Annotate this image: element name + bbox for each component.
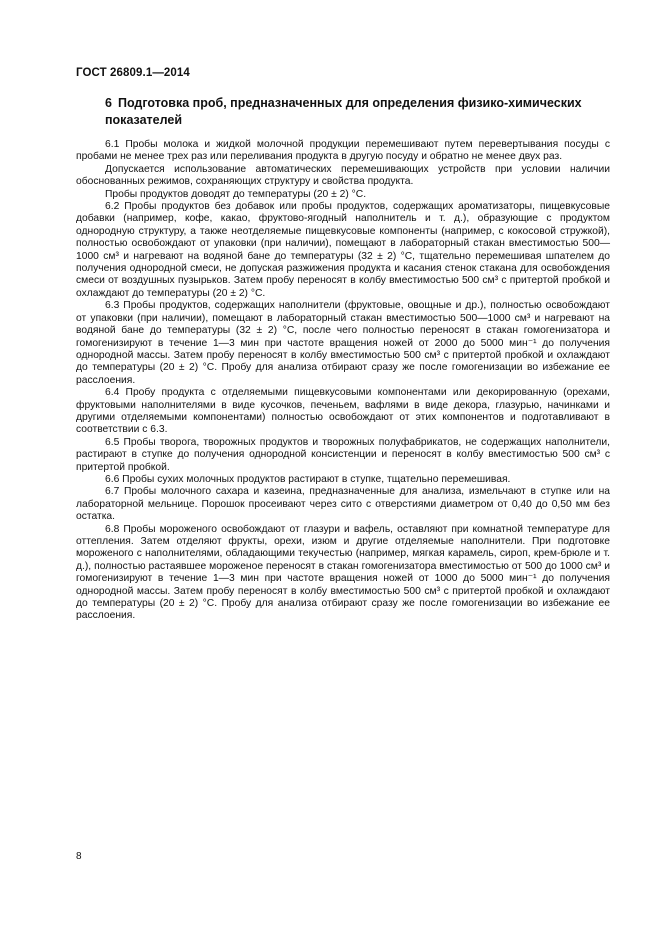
page-number: 8: [76, 851, 82, 862]
paragraph-6-7: 6.7 Пробы молочного сахара и казеина, предназначенные для анализа, измельчают в ступке или на лабораторной мельнице. Порошок просеивают через сито с отверстиями диаметром от 0,40 до 0,50 мм без остатка.: [76, 486, 610, 523]
paragraph-6-8: 6.8 Пробы мороженого освобождают от глазури и вафель, оставляют при комнатной температуре для оттепления. Затем отделяют фрукты, орехи, изюм и другие отделяемые наполнители. При подготовке мороженого с наполнителями, обладающими текучестью (например, мягкая карамель, сироп, крем-брюле и т. д.), полностью растаявшее мороженое переносят в стакан гомогенизатора вместимостью от 500 до 1000 см³ и гомогенизируют в течение 1—3 мин при частоте вращения ножей от 1000 до 5000 мин⁻¹ до получения однородной массы. Затем пробу переносят в колбу вместимостью 500 см³ с притертой пробкой и охлаждают до температуры (20 ± 2) °С. Пробу для анализа отбирают сразу же после гомогенизации во избежание ее расслоения.: [76, 523, 610, 622]
paragraph-6-1: 6.1 Пробы молока и жидкой молочной продукции перемешивают путем перевертывания посуды с пробами не менее трех раз или переливания продукта в другую посуду и обратно не менее двух раз.: [76, 139, 610, 163]
section-number: 6: [105, 96, 112, 110]
document-id-header: ГОСТ 26809.1—2014: [76, 67, 190, 79]
paragraph-automation-note: Допускается использование автоматических перемешивающих устройств при условии наличии обоснованных режимов, сохраняющих структуру и свойства продукта.: [76, 163, 610, 188]
paragraph-6-5: 6.5 Пробы творога, творожных продуктов и творожных полуфабрикатов, не содержащих наполнители, растирают в ступке до получения однородной консистенции и переносят в колбу вместимостью 500 см³ с притертой пробкой.: [76, 436, 610, 473]
paragraph-6-2: 6.2 Пробы продуктов без добавок или пробы продуктов, содержащих ароматизаторы, пищевкусовые добавки (например, кофе, какао, фруктово-ягодный наполнитель и т. д.), образующие с продуктом однородную структуру, а также неотделяемые пищевкусовые компоненты (например, с кокосовой стружкой), полностью освобождают от упаковки (при наличии), помещают в лабораторный стакан вместимостью 500—1000 см³ и нагревают на водяной бане до температуры (32 ± 2) °С, тщательно перемешивая шпателем до получения однородной смеси, не допуская разжижения продукта и касания стенок стакана для освобождения смеси от воздушных пузырьков. Затем пробу переносят в колбу вместимостью 500 см³ с притертой пробкой и охлаждают до температуры (20 ± 2) °С.: [76, 201, 610, 299]
section-heading: [105, 95, 610, 129]
paragraph-temperature-note: Пробы продуктов доводят до температуры (20 ± 2) °С.: [105, 188, 367, 200]
paragraph-6-4: 6.4 Пробу продукта с отделяемыми пищевкусовыми компонентами или декорированную (орехами, фруктовыми наполнителями в виде кусочков, печеньем, вафлями в виде декора, глазурью, начинками и другими отделяемыми компонентами) полностью освобождают от этих компонентов и подготавливают в соответствии с 6.3.: [76, 387, 610, 436]
section-body: [76, 139, 610, 623]
paragraph-6-6: 6.6 Пробы сухих молочных продуктов растирают в ступке, тщательно перемешивая.: [105, 473, 511, 485]
paragraph-6-3: 6.3 Пробы продуктов, содержащих наполнители (фруктовые, овощные и др.), полностью освобождают от упаковки (при наличии), помещают в лабораторный стакан вместимостью 500—1000 см³ и нагревают на водяной бане до температуры (32 ± 2) °С, после чего полностью переносят в стакан гомогенизатора и гомогенизируют в течение 1—3 мин при частоте вращения ножей от 2000 до 5000 мин⁻¹ до получения однородной массы. Затем пробу переносят в колбу вместимостью 500 см³ с притертой пробкой и охлаждают до температуры (20 ± 2) °С. Пробу для анализа отбирают сразу же после гомогенизации во избежание ее расслоения.: [76, 300, 610, 386]
section-title-text: Подготовка проб, предназначенных для определения физико-химических показателей: [105, 96, 582, 127]
